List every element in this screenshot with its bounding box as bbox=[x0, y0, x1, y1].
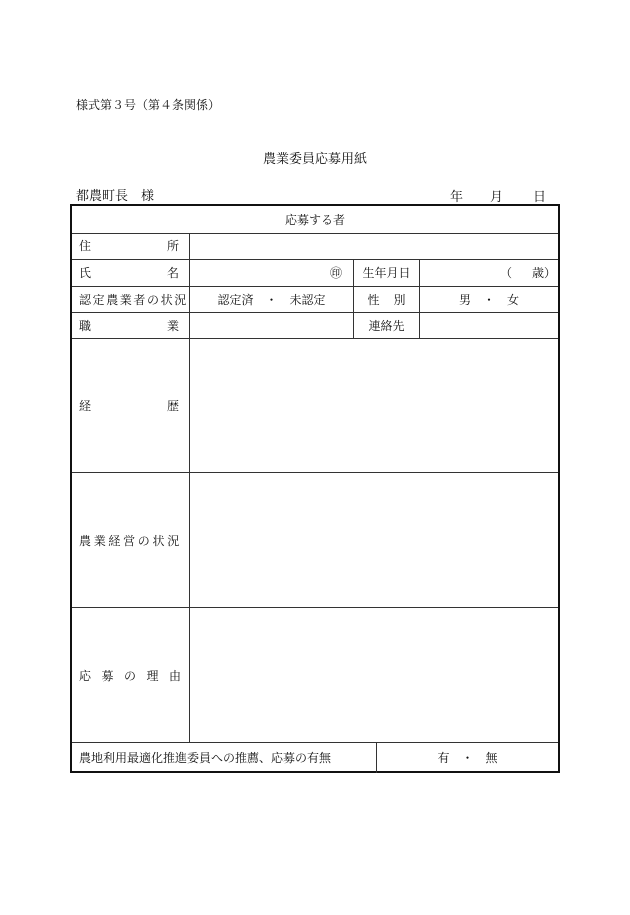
occupation-field[interactable] bbox=[190, 313, 353, 338]
career-label: 経歴 bbox=[79, 399, 256, 413]
gender-label: 性別 bbox=[367, 293, 420, 307]
farm-status-label: 農業経営の状況 bbox=[79, 534, 182, 548]
name-field[interactable] bbox=[190, 260, 353, 286]
age-open-paren: （ bbox=[500, 266, 513, 280]
address-field[interactable] bbox=[190, 234, 558, 259]
contact-field[interactable] bbox=[420, 313, 558, 338]
name-label: 氏名 bbox=[79, 266, 256, 280]
addressee: 都農町長 様 bbox=[76, 189, 155, 204]
date-year-label: 年 bbox=[450, 190, 464, 205]
form-code: 様式第３号（第４条関係） bbox=[76, 98, 221, 112]
contact-label: 連絡先 bbox=[368, 319, 405, 333]
certified-status-label: 認定農業者の状況 bbox=[79, 293, 188, 307]
date-month-label: 月 bbox=[490, 190, 504, 205]
farm-status-field[interactable] bbox=[190, 473, 558, 607]
document-title: 農業委員応募用紙 bbox=[262, 152, 367, 167]
gender-options[interactable]: 男 ・ 女 bbox=[458, 293, 519, 307]
birthdate-label: 生年月日 bbox=[362, 266, 411, 280]
reason-field[interactable] bbox=[190, 608, 558, 742]
address-label: 住所 bbox=[79, 239, 256, 253]
career-field[interactable] bbox=[190, 339, 558, 472]
seal-mark: ㊞ bbox=[330, 266, 343, 280]
recommendation-options[interactable]: 有 ・ 無 bbox=[437, 751, 498, 765]
row-divider bbox=[72, 742, 558, 743]
applicant-header: 応募する者 bbox=[284, 213, 345, 227]
row-divider bbox=[72, 286, 558, 287]
occupation-label: 職業 bbox=[79, 319, 256, 333]
reason-label: 応募の理由 bbox=[79, 669, 192, 683]
age-label: 歳） bbox=[532, 266, 557, 280]
recommendation-label: 農地利用最適化推進委員への推薦、応募の有無 bbox=[79, 751, 332, 765]
application-form-table bbox=[70, 204, 560, 773]
certified-options[interactable]: 認定済 ・ 未認定 bbox=[217, 293, 326, 307]
date-day-label: 日 bbox=[533, 190, 547, 205]
